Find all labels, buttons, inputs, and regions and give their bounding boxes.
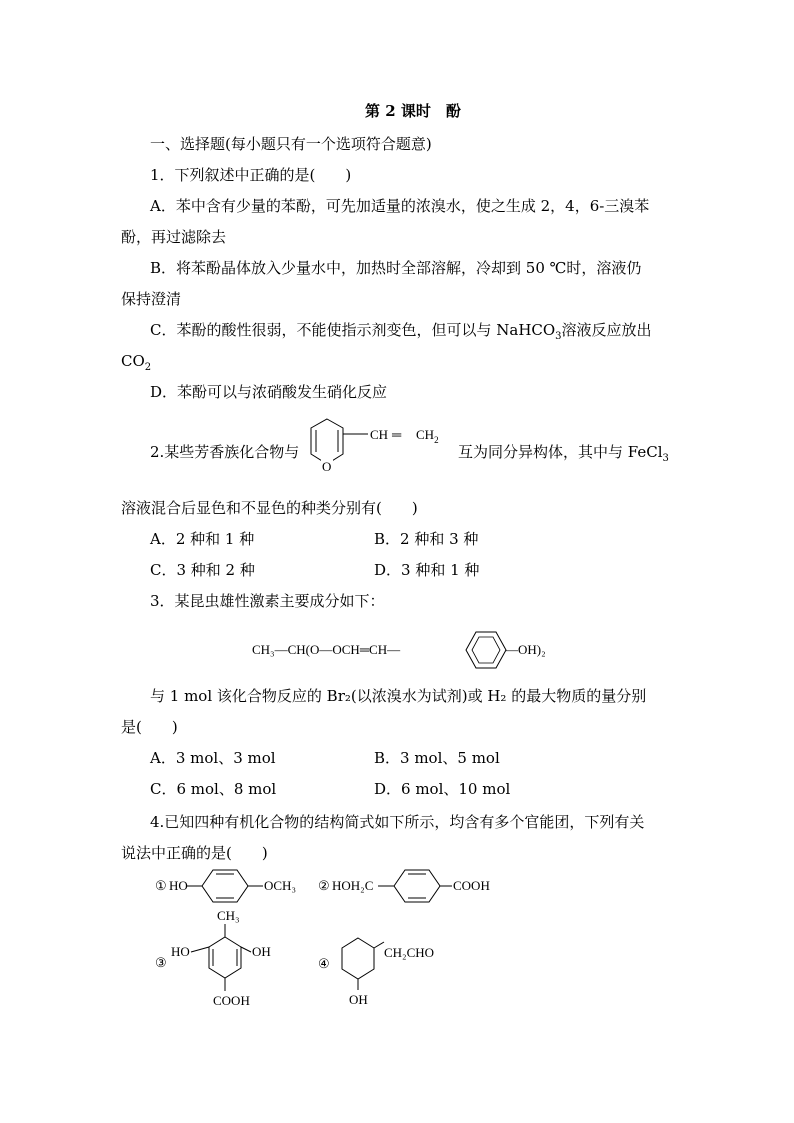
q1-option-a-cont: 酚，再过滤除去 <box>121 228 227 246</box>
q2-structure-ch: CH <box>370 427 389 442</box>
q4-s3-top: CH₃ <box>217 908 240 923</box>
q2-structure-ch2-sub: 2 <box>434 435 439 445</box>
q4-structure-3 <box>155 905 295 1035</box>
q4-structure-4 <box>318 932 478 1042</box>
page-title: 第 2 课时 酚 <box>365 102 461 120</box>
fecl3-sub: 3 <box>662 453 669 464</box>
q1-option-d: D．苯酚可以与浓硝酸发生硝化反应 <box>150 383 388 401</box>
q2-option-a: A．2 种和 1 种 <box>150 530 255 548</box>
q2-stem: 2.某些芳香族化合物与 <box>150 443 300 461</box>
q1-option-b: B．将苯酚晶体放入少量水中，加热时全部溶解，冷却到 50 ℃时，溶液仍 <box>150 259 642 277</box>
q2-structure-ch2 <box>416 427 439 445</box>
section-heading: 一、选择题(每小题只有一个选项符合题意) <box>150 135 432 153</box>
q4-s1-number: ① <box>155 878 167 893</box>
q3-stem: 3．某昆虫雄性激素主要成分如下： <box>150 592 385 610</box>
q4-s1-right: OCH₃ <box>264 878 296 893</box>
q1-option-b-cont: 保持澄清 <box>121 290 182 308</box>
q2-structure-double-bond: ═ <box>392 427 402 442</box>
q2-stem-line2: 溶液混合后显色和不显色的种类分别有( ) <box>121 499 418 517</box>
q1-option-c-text: C．苯酚的酸性很弱，不能使指示剂变色，但可以与 NaHCO <box>150 321 556 339</box>
q1-option-c <box>150 320 652 347</box>
q4-s3-right: OH <box>252 944 271 959</box>
q3-formula-left: CH₃—CH(O—OCH═CH— <box>252 642 401 657</box>
q2-structure-oxygen: O <box>322 459 332 474</box>
co2-sub: 2 <box>144 362 152 373</box>
q4-s4-right: CH₂CHO <box>384 945 435 960</box>
q1-option-c-text2: 溶液反应放出 <box>561 321 652 339</box>
q1-option-a: A．苯中含有少量的苯酚，可先加适量的浓溴水，使之生成 2，4，6-三溴苯 <box>150 197 650 215</box>
q1-stem: 1．下列叙述中正确的是( ) <box>150 166 352 184</box>
q4-s3-bottom: COOH <box>213 993 250 1008</box>
q4-s2-left: HOH₂C <box>332 878 374 893</box>
q4-s1-left: HO <box>169 878 188 893</box>
q4-stem-line1: 4.已知四种有机化合物的结构简式如下所示，均含有多个官能团，下列有关 <box>150 813 645 831</box>
q1-option-c-sub: 3 <box>555 331 562 342</box>
q2-stem-cont-text: 互为同分异构体，其中与 FeCl <box>458 443 663 461</box>
q1-option-c-cont <box>121 351 151 378</box>
q4-s4-bottom: OH <box>349 992 368 1007</box>
q4-s3-number: ③ <box>155 955 167 970</box>
q3-stem-line1: 与 1 mol 该化合物反应的 Br₂(以浓溴水为试剂)或 H₂ 的最大物质的量分别 <box>150 687 647 705</box>
q2-structure <box>300 412 460 482</box>
q3-option-d: D．6 mol、10 mol <box>374 780 511 798</box>
q4-s2-right: COOH <box>453 878 490 893</box>
q4-s2-number: ② <box>318 878 330 893</box>
q3-option-c: C．6 mol、8 mol <box>150 780 277 798</box>
q4-s4-number: ④ <box>318 956 330 971</box>
q4-s3-left: HO <box>171 944 190 959</box>
q3-option-a: A．3 mol、3 mol <box>150 749 276 767</box>
q3-stem-line2: 是( ) <box>121 718 178 736</box>
q3-option-b: B．3 mol、5 mol <box>374 749 500 767</box>
q4-structure-1 <box>155 866 340 906</box>
q2-structure-ch2-text: CH <box>416 427 435 442</box>
q3-formula-right: —OH)₂ <box>505 642 546 657</box>
q2-option-d: D．3 种和 1 种 <box>374 561 480 579</box>
q2-option-c: C．3 种和 2 种 <box>150 561 255 579</box>
q2-option-b: B．2 种和 3 种 <box>374 530 479 548</box>
q2-stem-cont <box>458 442 669 469</box>
co2-text: CO <box>121 352 145 370</box>
q4-structure-2 <box>318 866 503 906</box>
q4-stem-line2: 说法中正确的是( ) <box>121 844 268 862</box>
